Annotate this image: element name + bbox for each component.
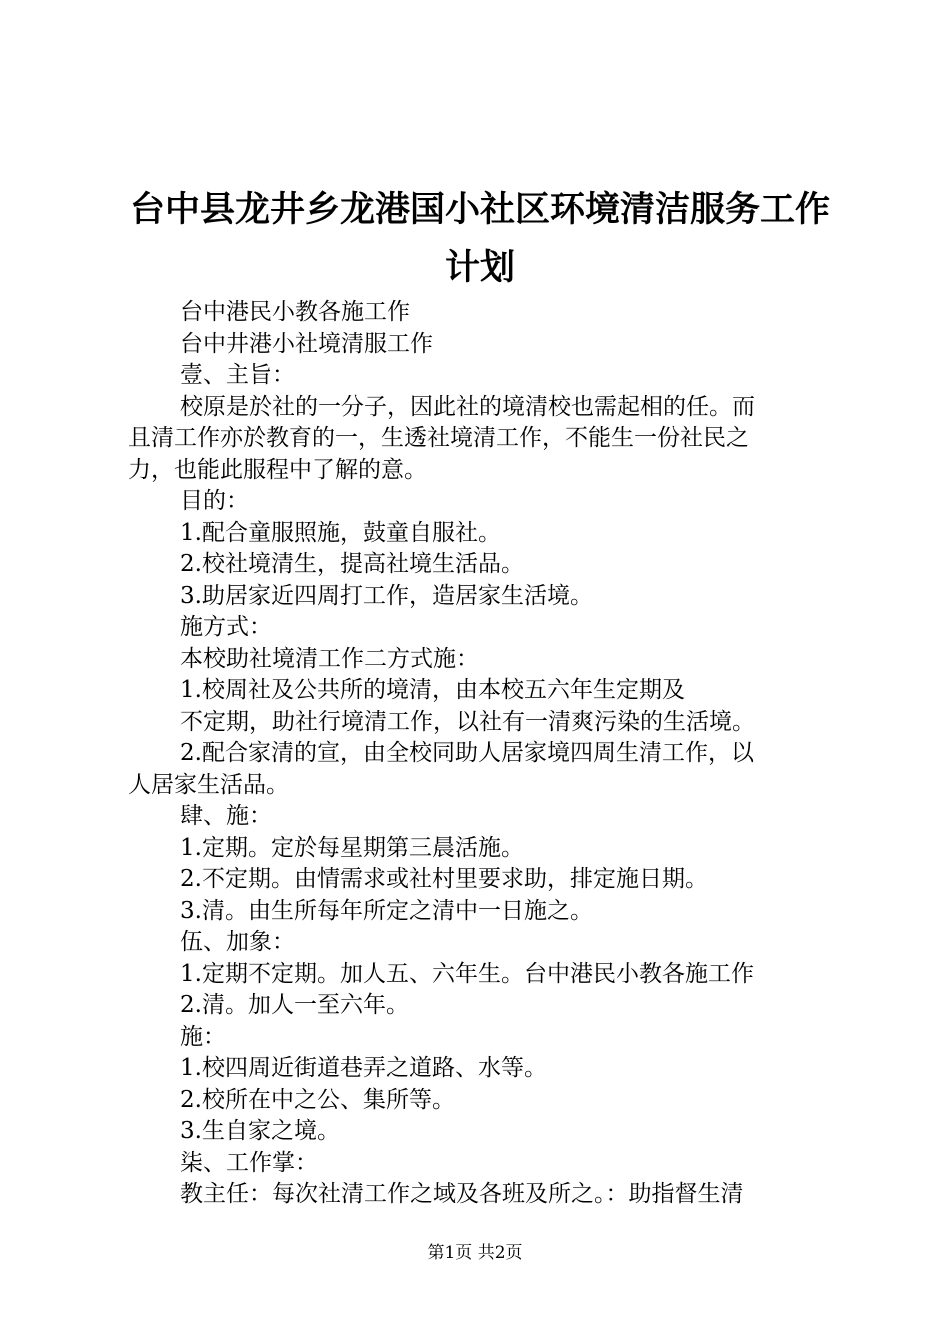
paragraph-line: 且清工作亦於教育的一，生透社境清工作，不能生一份社民之: [128, 425, 749, 451]
paragraph-line: 2.清。加人一至六年。: [180, 992, 409, 1018]
document-title-line-1: 台中县龙井乡龙港国小社区环境清洁服务工作: [129, 190, 830, 230]
paragraph-line: 1.配合童服照施，鼓童自服社。: [180, 519, 501, 546]
paragraph-line: 柒、工作掌：: [180, 1149, 318, 1176]
paragraph-line: 校原是於社的一分子，因此社的境清校也需起相的任。而: [180, 393, 755, 420]
paragraph-line: 2.不定期。由情需求或社村里要求助，排定施日期。: [180, 866, 708, 892]
page-footer: 第1页 共2页: [427, 1243, 523, 1263]
paragraph-line: 3.生自家之境。: [180, 1118, 340, 1144]
paragraph-line: 本校助社境清工作二方式施：: [180, 645, 479, 672]
paragraph-line: 肆、施：: [180, 803, 272, 829]
paragraph-line: 1.校周社及公共所的境清，由本校五六年生定期及: [180, 677, 685, 703]
paragraph-line: 台中港民小教各施工作: [180, 299, 410, 325]
paragraph-line: 1.定期。定於每星期第三晨活施。: [180, 834, 524, 861]
paragraph-line: 教主任：每次社清工作之域及各班及所之。：助指督生清: [180, 1181, 744, 1207]
paragraph-line: 伍、加象：: [180, 929, 295, 955]
paragraph-line: 台中井港小社境清服工作: [180, 330, 433, 357]
paragraph-line: 3.助居家近四周打工作，造居家生活境。: [180, 582, 593, 609]
paragraph-line: 2.校社境清生，提高社境生活品。: [180, 551, 524, 577]
paragraph-line: 1.校四周近街道巷弄之道路、水等。: [180, 1055, 547, 1081]
paragraph-line: 施方式：: [180, 614, 272, 640]
paragraph-line: 2.配合家清的宣，由全校同助人居家境四周生清工作，以: [180, 740, 754, 766]
paragraph-line: 不定期，助社行境清工作，以社有一清爽污染的生活境。: [180, 708, 755, 735]
paragraph-line: 1.定期不定期。加人五、六年生。台中港民小教各施工作: [180, 960, 754, 987]
paragraph-line: 壹、主旨：: [180, 362, 295, 388]
paragraph-line: 2.校所在中之公、集所等。: [180, 1086, 455, 1113]
paragraph-line: 人居家生活品。: [128, 771, 289, 798]
document-title-line-2: 计划: [444, 248, 515, 288]
paragraph-line: 力，也能此服程中了解的意。: [128, 456, 427, 483]
paragraph-line: 目的：: [180, 488, 249, 514]
document-body: [128, 297, 833, 1211]
paragraph-line: 3.清。由生所每年所定之清中一日施之。: [180, 897, 593, 924]
paragraph-line: 施：: [180, 1023, 226, 1050]
